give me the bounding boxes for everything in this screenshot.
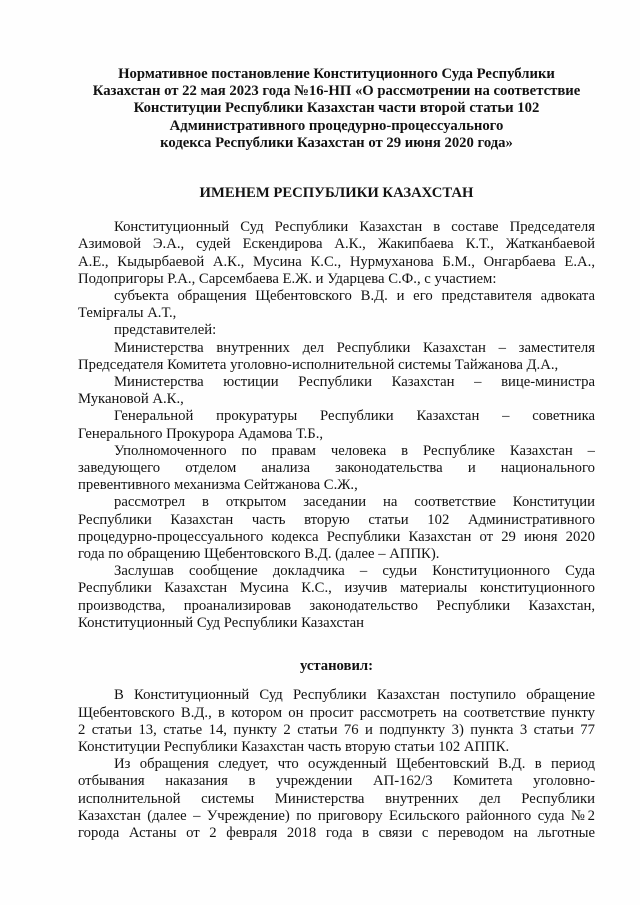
document-title	[78, 66, 595, 152]
body-line: субъекта обращения Щебентовского В.Д. и его представителя адвоката	[114, 288, 595, 305]
body-line: Казахстан (далее – Учреждение) по приговору Есильского районного суда №2	[78, 807, 595, 824]
body-line: процедурно-процессуального кодекса Республики Казахстан от 29 июня 2020	[78, 528, 595, 545]
body-line: Мукановой А.К.,	[78, 391, 184, 408]
title-line: Административного процедурно-процессуального	[169, 117, 504, 134]
body-line: Конституционный Суд Республики Казахстан	[78, 614, 365, 631]
heading-in-name-of-republic: ИМЕНЕМ РЕСПУБЛИКИ КАЗАХСТАН	[199, 185, 474, 202]
title-line: кодекса Республики Казахстан от 29 июня 2020 года»	[160, 134, 513, 151]
body-line: Конституционный Суд Республики Казахстан в составе Председателя	[114, 219, 595, 236]
body-line: Генерального Прокурора Адамова Т.Б.,	[78, 425, 324, 442]
body-line: Конституции Республики Казахстан часть вторую статьи 102 АППК.	[78, 738, 510, 755]
body-line: 2 статьи 13, статье 14, пункту 2 статьи 76 и подпункту 3) пункта 3 статьи 77	[78, 721, 595, 738]
body-line: представителей:	[114, 322, 217, 339]
body-line: А.Е., Кыдырбаевой А.К., Мусина К.С., Нурмуханова Б.М., Онгарбаева Е.А.,	[78, 253, 595, 270]
body-line: В Конституционный Суд Республики Казахстан поступило обращение	[114, 687, 595, 704]
body-line: Министерства юстиции Республики Казахстан – вице-министра	[114, 374, 595, 391]
document-content	[78, 66, 595, 842]
body-line: превентивного механизма Сейтжанова С.Ж.,	[78, 477, 358, 494]
body-line: производства, проанализировав законодательство Республики Казахстан,	[78, 597, 595, 614]
title-line: Нормативное постановление Конституционного Суда Республики	[118, 66, 555, 82]
body-line: исполнительной системы Министерства внутренних дел Республики	[78, 790, 595, 807]
body-line: рассмотрел в открытом заседании на соответствие Конституции	[114, 494, 595, 511]
body-line: Заслушав сообщение докладчика – судьи Конституционного Суда	[114, 563, 595, 580]
body-line: Подопригоры Р.А., Сарсембаева Е.Ж. и Ударцева С.Ф., с участием:	[78, 270, 497, 287]
body-line: Председателя Комитета уголовно-исполнительной системы Тайжанова Д.А.,	[78, 356, 559, 373]
body-line: отбывания наказания в учреждении АП-162/3 Комитета уголовно-	[78, 773, 595, 790]
body-line: Республики Казахстан Мусина К.С., изучив материалы конституционного	[78, 580, 595, 597]
body-line: Уполномоченного по правам человека в Республике Казахстан –	[114, 442, 595, 459]
body-line: Азимовой Э.А., судей Ескендирова А.К., Жакипбаева К.Т., Жатканбаевой	[78, 236, 595, 253]
body-line: Из обращения следует, что осужденный Щебентовский В.Д. в период	[114, 756, 595, 773]
title-line: Казахстан от 22 мая 2023 года №16-НП «О рассмотрении на соответствие	[92, 83, 581, 100]
title-line: Конституции Республики Казахстан части второй статьи 102	[133, 100, 540, 117]
body-line: Генеральной прокуратуры Республики Казахстан – советника	[114, 408, 595, 425]
body-line: Республики Казахстан часть вторую статьи 102 Административного	[78, 511, 595, 528]
body-line: года по обращению Щебентовского В.Д. (далее – АППК).	[78, 546, 440, 563]
body-line: Министерства внутренних дел Республики Казахстан – заместителя	[114, 339, 595, 356]
body-line: заведующего отделом анализа законодательства и национального	[78, 460, 595, 477]
body-line: Щебентовского В.Д., в котором он просит рассмотреть на соответствие пункту	[78, 704, 595, 721]
body-line: Темірғалы А.Т.,	[78, 305, 177, 322]
body-line: города Астаны от 2 февраля 2018 года в связи с переводом на льготные	[78, 824, 595, 841]
heading-resolved: установил:	[299, 658, 374, 675]
